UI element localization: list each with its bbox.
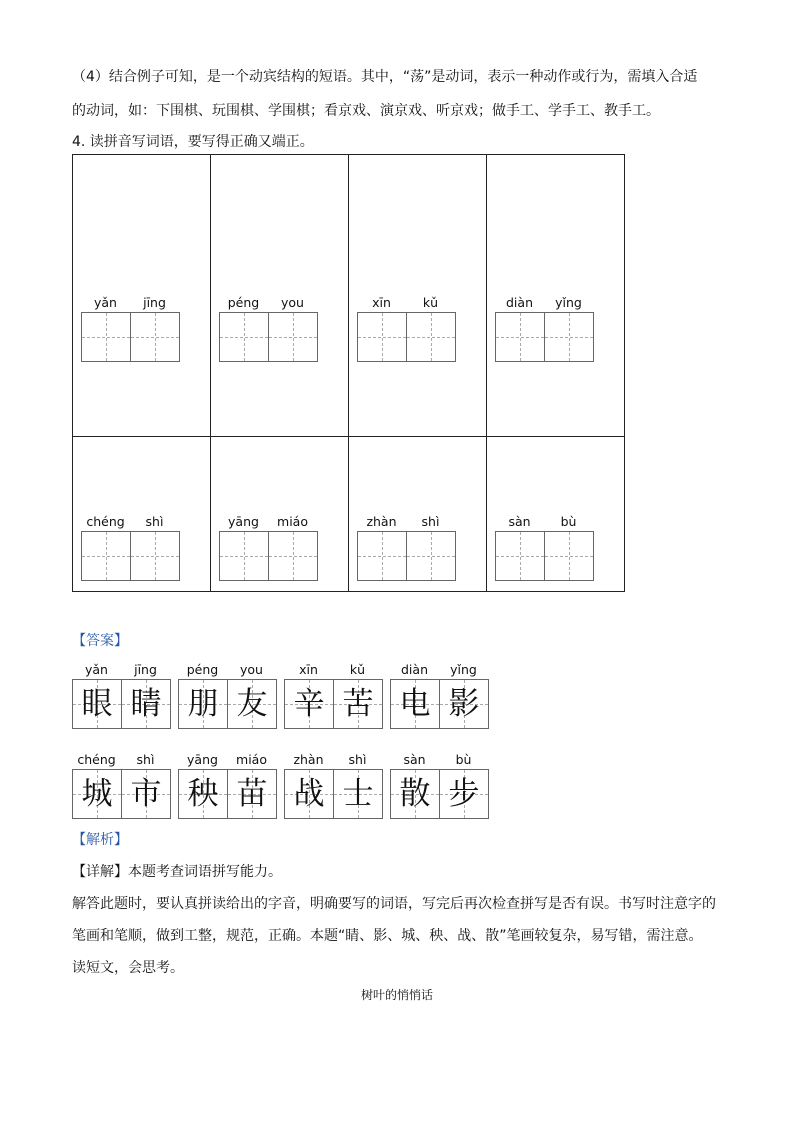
answer-char: 友: [236, 686, 268, 722]
analysis-line: 笔画和笔顺，做到工整，规范，正确。本题“睛、影、城、秧、战、散”笔画较复杂，易写错，需注意。: [72, 928, 703, 944]
writing-box[interactable]: [130, 531, 180, 581]
answer-char: 苗: [236, 776, 268, 812]
pinyin: péng: [227, 295, 260, 310]
analysis-line: 读短文，会思考。: [72, 960, 184, 976]
answer-char: 朋: [187, 686, 219, 722]
intro-line-1: （4）结合例子可知，是一个动宾结构的短语。其中，“荡”是动词，表示一种动作或行为，需填入合适: [72, 69, 698, 85]
writing-box[interactable]: [544, 531, 594, 581]
pinyin: you: [281, 295, 304, 310]
pinyin: sàn: [508, 514, 531, 529]
answer-row-2: chéng shì 城 市 yāng miáo 秧 苗 zhàn shì 战 士 sàn bù 散 步: [72, 752, 496, 819]
pinyin: xīn: [372, 295, 391, 310]
pinyin: chéng: [86, 514, 125, 529]
analysis-line: 【详解】本题考查词语拼写能力。: [72, 864, 282, 880]
writing-box[interactable]: [81, 312, 131, 362]
pinyin: jīng: [143, 295, 166, 310]
worksheet-cell: [349, 155, 487, 437]
question-4: 4. 读拼音写词语，要写得正确又端正。: [72, 134, 314, 150]
pinyin: yǎn: [94, 295, 117, 310]
answer-char: 影: [448, 686, 480, 722]
pinyin: kǔ: [422, 295, 439, 310]
analysis-line: 解答此题时，要认真拼读给出的字音，明确要写的词语，写完后再次检查拼写是否有误。书写时注意字的: [72, 896, 716, 912]
answer-char: 苦: [342, 686, 374, 722]
worksheet-cell: [349, 437, 487, 592]
writing-box[interactable]: [268, 312, 318, 362]
worksheet-cell: [487, 155, 625, 437]
pinyin: miáo: [277, 514, 308, 529]
writing-box[interactable]: [268, 531, 318, 581]
answer-char: 辛: [293, 686, 325, 722]
worksheet-cell: [211, 437, 349, 592]
worksheet-grid: [72, 154, 625, 592]
passage-title: 树叶的悄悄话: [360, 988, 433, 1002]
writing-box[interactable]: [357, 531, 407, 581]
writing-box[interactable]: [81, 531, 131, 581]
writing-box[interactable]: [495, 531, 545, 581]
worksheet-cell: [73, 155, 211, 437]
writing-box[interactable]: [406, 312, 456, 362]
answer-char: 电: [399, 686, 431, 722]
worksheet-cell: [487, 437, 625, 592]
pinyin: shì: [145, 514, 164, 529]
writing-box[interactable]: [544, 312, 594, 362]
answer-char: 散: [399, 776, 431, 812]
writing-box[interactable]: [219, 531, 269, 581]
intro-line-2: 的动词，如：下围棋、玩围棋、学围棋；看京戏、演京戏、听京戏；做手工、学手工、教手工。: [72, 103, 660, 119]
answer-char: 睛: [130, 686, 162, 722]
writing-box[interactable]: [495, 312, 545, 362]
answer-char: 士: [342, 776, 374, 812]
pinyin: shì: [421, 514, 440, 529]
pinyin: yāng: [228, 514, 259, 529]
analysis-heading: 【解析】: [72, 832, 128, 848]
writing-box[interactable]: [219, 312, 269, 362]
answer-char: 步: [448, 776, 480, 812]
answer-char: 市: [130, 776, 162, 812]
answer-char: 秧: [187, 776, 219, 812]
writing-box[interactable]: [130, 312, 180, 362]
worksheet-cell: [73, 437, 211, 592]
worksheet-cell: [211, 155, 349, 437]
writing-box[interactable]: [406, 531, 456, 581]
pinyin: diàn: [506, 295, 533, 310]
pinyin: zhàn: [366, 514, 397, 529]
pinyin: bù: [560, 514, 577, 529]
writing-box[interactable]: [357, 312, 407, 362]
answer-char: 眼: [81, 686, 113, 722]
answer-char: 城: [81, 776, 113, 812]
pinyin: yǐng: [555, 295, 582, 310]
answer-char: 战: [293, 776, 325, 812]
answer-row-1: yǎn jīng 眼 睛 péng you 朋 友 xīn kǔ 辛 苦 diàn yǐng 电 影: [72, 662, 496, 729]
answer-heading: 【答案】: [72, 633, 128, 649]
